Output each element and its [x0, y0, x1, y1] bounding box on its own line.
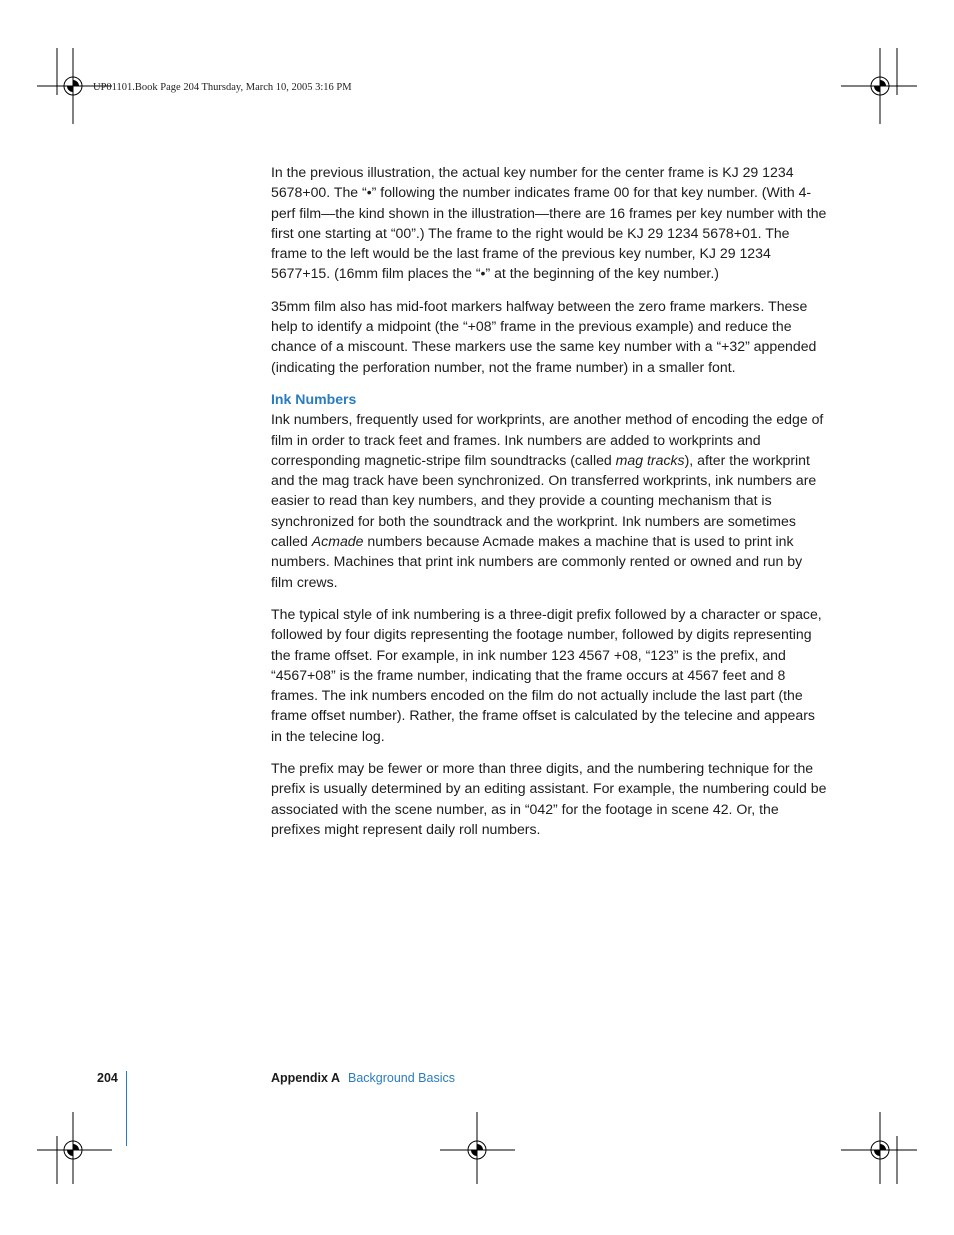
emphasis-acmade: Acmade	[311, 533, 364, 550]
paragraph-mid-foot-markers: 35mm film also has mid-foot markers halfway between the zero frame markers. These help to identify a midpoint (the “+08” frame in the previous example) and reduce the chance of a miscount. These markers use the same key number with a “+32” appended (indicating the perforation number, not the frame number) in a smaller font.	[271, 297, 817, 375]
print-slug: UP01101.Book Page 204 Thursday, March 10, 2005 3:16 PM	[93, 82, 352, 93]
footer-appendix-title: Background Basics	[348, 1071, 456, 1085]
paragraph-ink-numbers	[271, 409, 827, 592]
footer-rule	[126, 1071, 127, 1146]
paragraph-ink-numbering-style: The typical style of ink numbering is a three-digit prefix followed by a character or space, followed by four digits representing the footage number, followed by digits representing the frame offset. For example, in ink number 123 4567 +08, “123” is the prefix, and “4567+08” is the frame number, indicating that the frame occurs at 4567 feet and 8 frames. The ink numbers encoded on the film do not actually include the last part (the frame offset number). Rather, the frame offset is calculated by the telecine and appears in the telecine log.	[271, 605, 822, 744]
body-text	[271, 162, 827, 851]
page-number: 204	[97, 1071, 118, 1085]
section-heading-ink-numbers: Ink Numbers	[271, 390, 357, 407]
paragraph-key-number: In the previous illustration, the actual key number for the center frame is KJ 29 1234 5678+00. The “•” following the number indicates frame 00 for that key number. (With 4-perf film—the kind shown in the illustration—there are 16 frames per key number with the first one starting at “00”.) The frame to the right would be KJ 29 1234 5678+01. The frame to the left would be the last frame of the previous key number, KJ 29 1234 5677+15. (16mm film places the “•” at the beginning of the key number.)	[271, 164, 827, 282]
paragraph-prefix: The prefix may be fewer or more than three digits, and the numbering technique for the prefix is usually determined by an editing assistant. For example, the numbering could be associated with the scene number, as in “042” for the footage in scene 42. Or, the prefixes might represent daily roll numbers.	[271, 760, 827, 837]
text-run: Ink numbers, frequently used for workprints, are another method of encoding the edge of film in order to track feet and frames. Ink numbers are added to workprints and corresponding magnetic-stripe film soundtracks (called	[271, 411, 824, 468]
emphasis-mag-tracks: mag tracks	[615, 451, 685, 468]
footer-appendix-label: Appendix A	[271, 1071, 340, 1085]
text-run: numbers because Acmade makes a machine that is used to print ink numbers. Machines that print ink numbers are commonly rented or owned and run by film crews.	[271, 533, 803, 590]
text-run: ), after the workprint and the mag track have been synchronized. On transferred workprints, ink numbers are easier to read than key numbers, and they provide a counting mechanism that is synchronized for both the soundtrack and the workprint. Ink numbers are sometimes called	[271, 451, 817, 550]
